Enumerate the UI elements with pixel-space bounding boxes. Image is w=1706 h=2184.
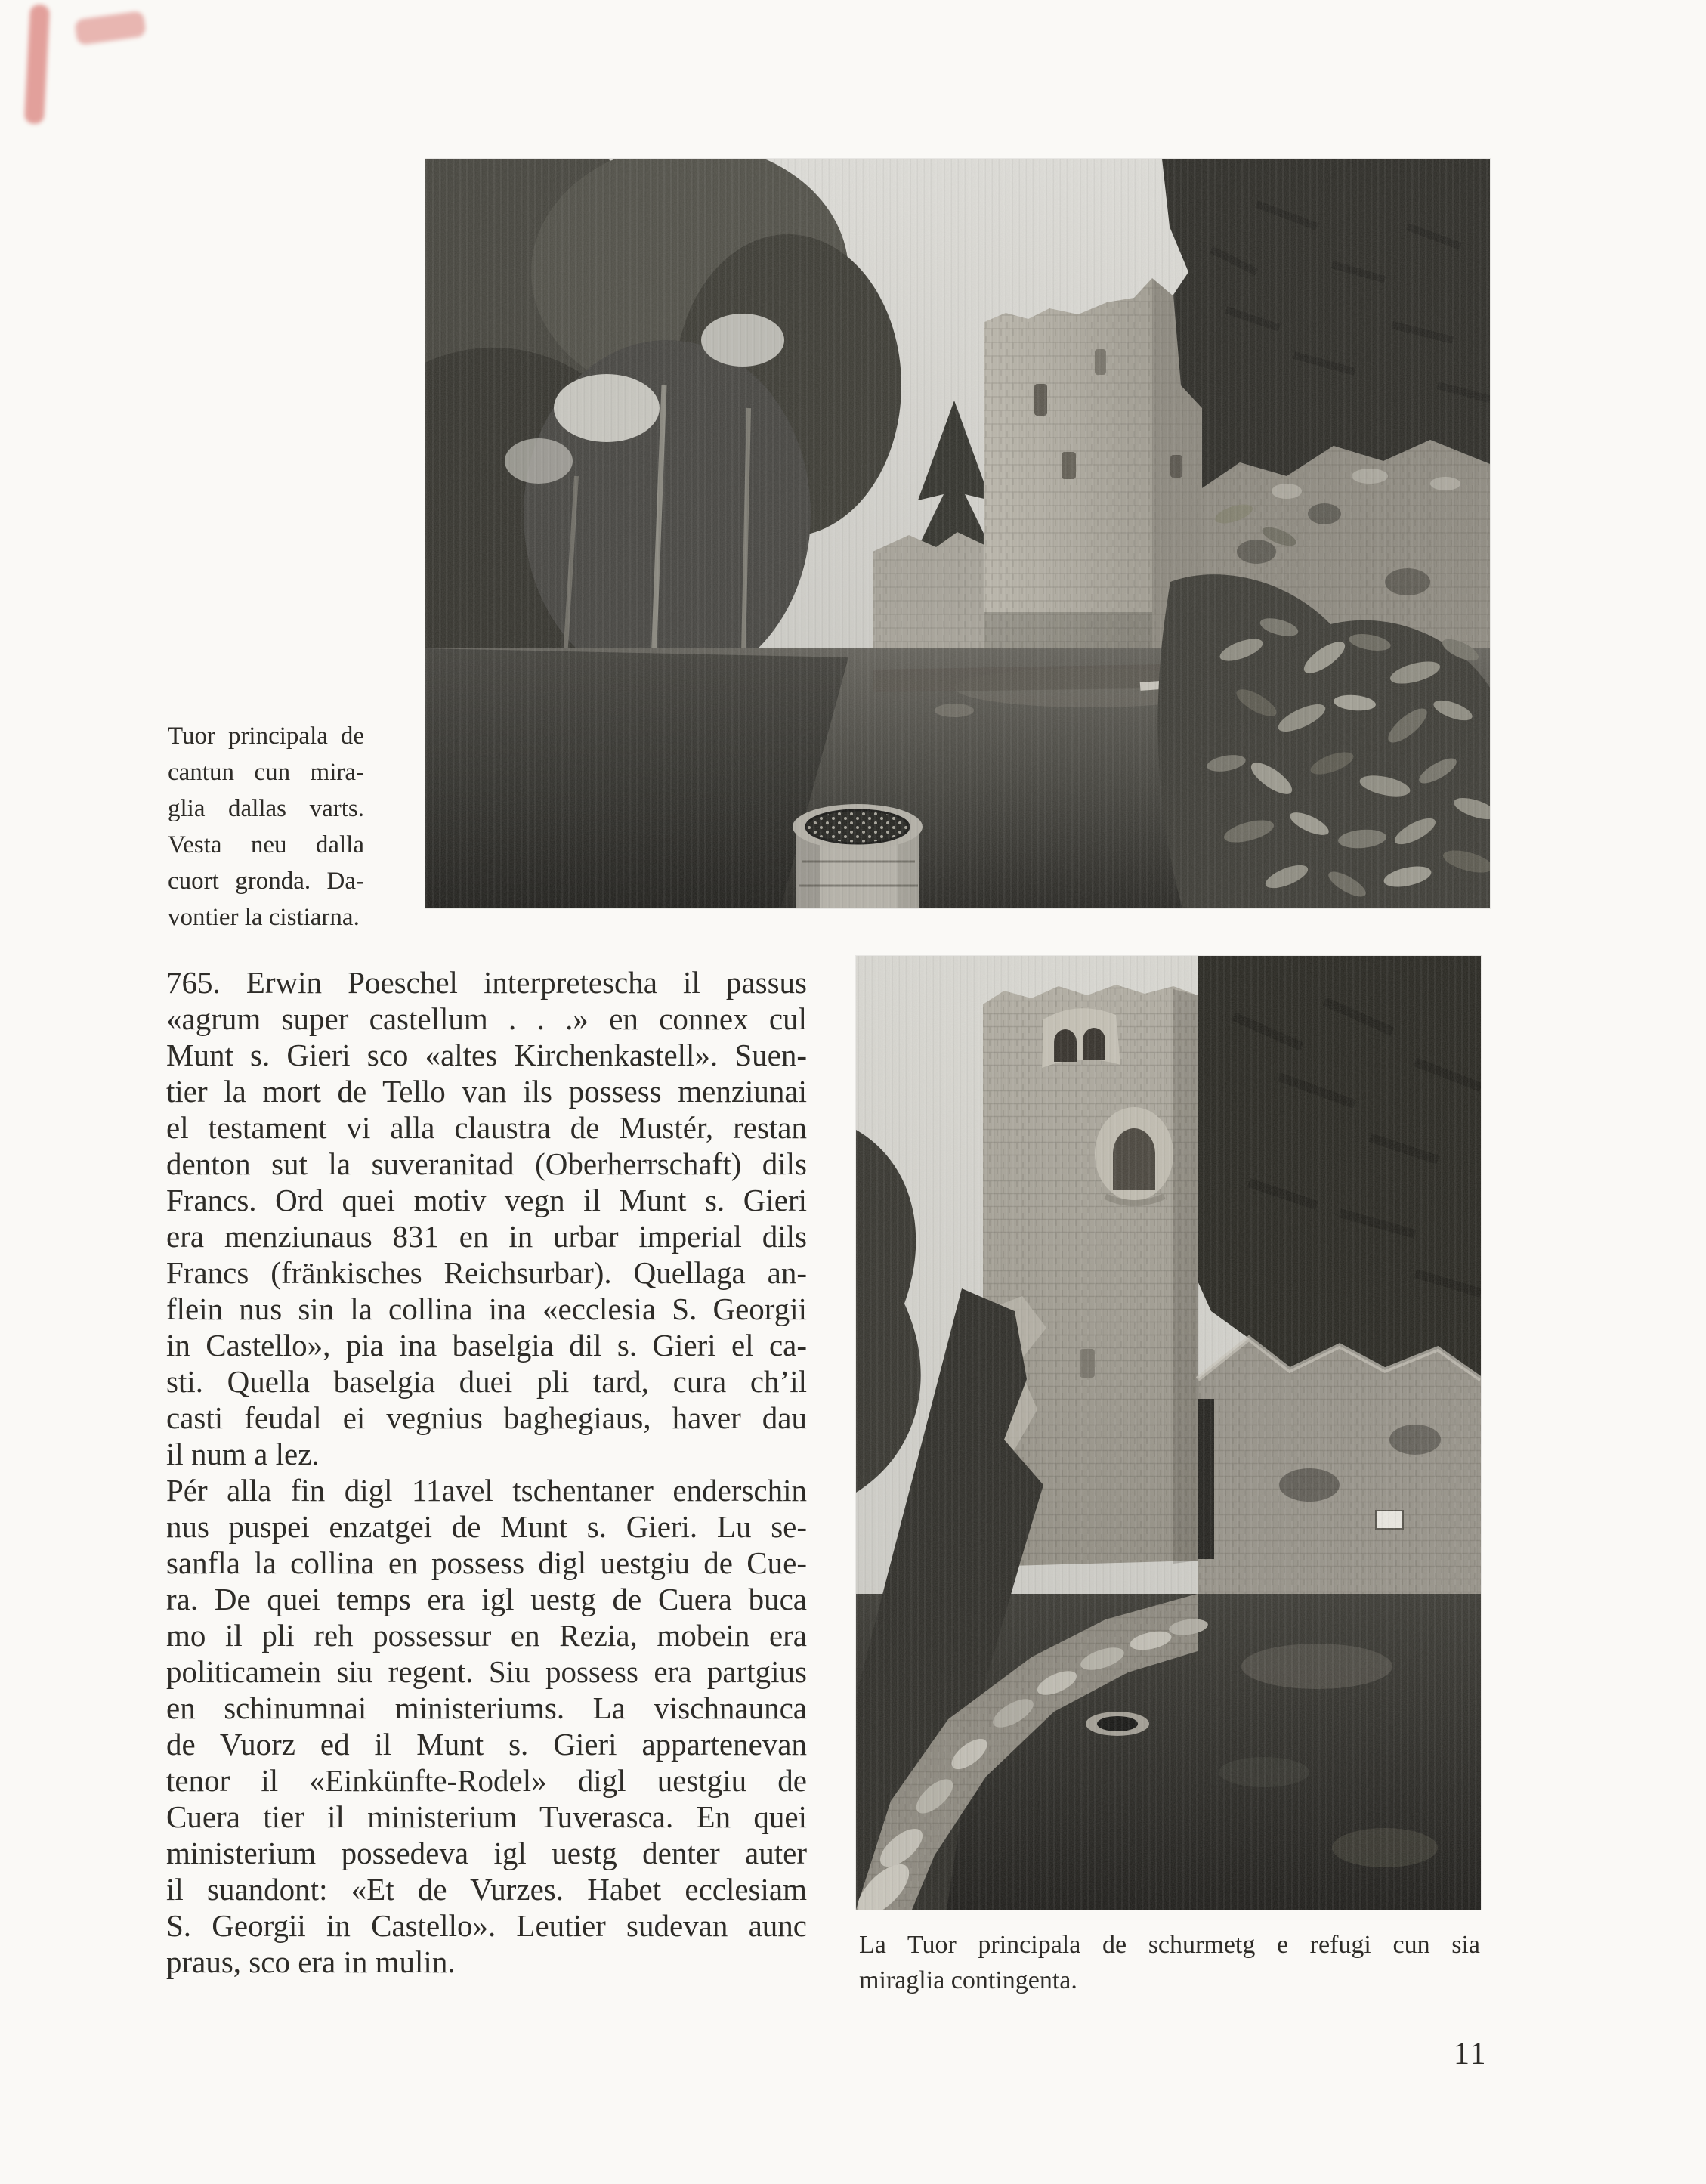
caption-line: cuort gronda. Da- xyxy=(168,868,364,895)
body-line: casti feudal ei vegnius baghegiaus, haver dau xyxy=(166,1400,807,1435)
body-line: de Vuorz ed il Munt s. Gieri appartenevan xyxy=(166,1727,807,1762)
body-line: tier la mort de Tello van ils possess menziunai xyxy=(166,1074,807,1109)
body-line: flein nus sin la collina ina «ecclesia S. Georgii xyxy=(166,1292,807,1326)
body-line: sanfla la collina en possess digl uestgiu de Cue- xyxy=(166,1545,807,1580)
body-line: praus, sco era in mulin. xyxy=(166,1944,456,1979)
body-line: ministerium possedeva igl uestg denter auter xyxy=(166,1836,807,1870)
body-line: il suandont: «Et de Vurzes. Habet ecclesiam xyxy=(166,1872,807,1907)
caption-line: Tuor principala de xyxy=(168,722,364,750)
paragraph-765 xyxy=(166,964,807,1472)
red-pen-mark xyxy=(74,11,147,45)
body-line: Francs (fränkisches Reichsurbar). Quellaga an- xyxy=(166,1255,807,1290)
right-photo xyxy=(856,956,1481,1910)
body-line: mo il pli reh possessur en Rezia, mobein era xyxy=(166,1618,807,1653)
top-photo-caption xyxy=(168,718,364,936)
page-number: 11 xyxy=(1454,2037,1488,2071)
body-text-column xyxy=(166,964,807,1980)
body-line: ra. De quei temps era igl uestg de Cuera buca xyxy=(166,1582,807,1616)
body-line: denton sut la suveranitad (Oberherrschaft) dils xyxy=(166,1146,807,1181)
caption-line: La Tuor principala de schurmetg e refugi cun sia xyxy=(859,1931,1480,1959)
body-line: Munt s. Gieri sco «altes Kirchenkastell». Suen- xyxy=(166,1038,807,1072)
body-line: en schinumnai ministeriums. La vischnaunca xyxy=(166,1691,807,1725)
caption-line: cantun cun mira- xyxy=(168,759,364,786)
body-line: politicamein siu regent. Siu possess era partgius xyxy=(166,1654,807,1689)
body-line: 765. Erwin Poeschel interpretescha il passus xyxy=(166,965,807,1000)
body-line: Francs. Ord quei motiv vegn il Munt s. Gieri xyxy=(166,1183,807,1217)
body-line: il num a lez. xyxy=(166,1437,320,1471)
body-line: in Castello», pia ina baselgia dil s. Gieri el ca- xyxy=(166,1328,807,1363)
body-line: el testament vi alla claustra de Mustér, restan xyxy=(166,1110,807,1145)
top-photo xyxy=(425,159,1490,908)
paragraph-per-alla-fin xyxy=(166,1472,807,1980)
caption-line: vontier la cistiarna. xyxy=(168,904,360,931)
body-line: «agrum super castellum . . .» en connex cul xyxy=(166,1001,807,1036)
red-pen-mark xyxy=(24,4,50,124)
right-photo-caption xyxy=(859,1927,1480,1998)
body-line: nus puspei enzatgei de Munt s. Gieri. Lu se- xyxy=(166,1509,807,1544)
caption-line: Vesta neu dalla xyxy=(168,831,364,858)
caption-line: glia dallas varts. xyxy=(168,795,364,822)
caption-line: miraglia contingenta. xyxy=(859,1966,1077,1994)
body-line: S. Georgii in Castello». Leutier sudevan aunc xyxy=(166,1908,807,1943)
body-line: tenor il «Einkünfte-Rodel» digl uestgiu de xyxy=(166,1763,807,1798)
body-line: Cuera tier il ministerium Tuverasca. En quei xyxy=(166,1799,807,1834)
body-line: sti. Quella baselgia duei pli tard, cura ch’il xyxy=(166,1364,807,1399)
body-line: Pér alla fin digl 11avel tschentaner enderschin xyxy=(166,1473,807,1508)
body-line: era menziunaus 831 en in urbar imperial dils xyxy=(166,1219,807,1254)
